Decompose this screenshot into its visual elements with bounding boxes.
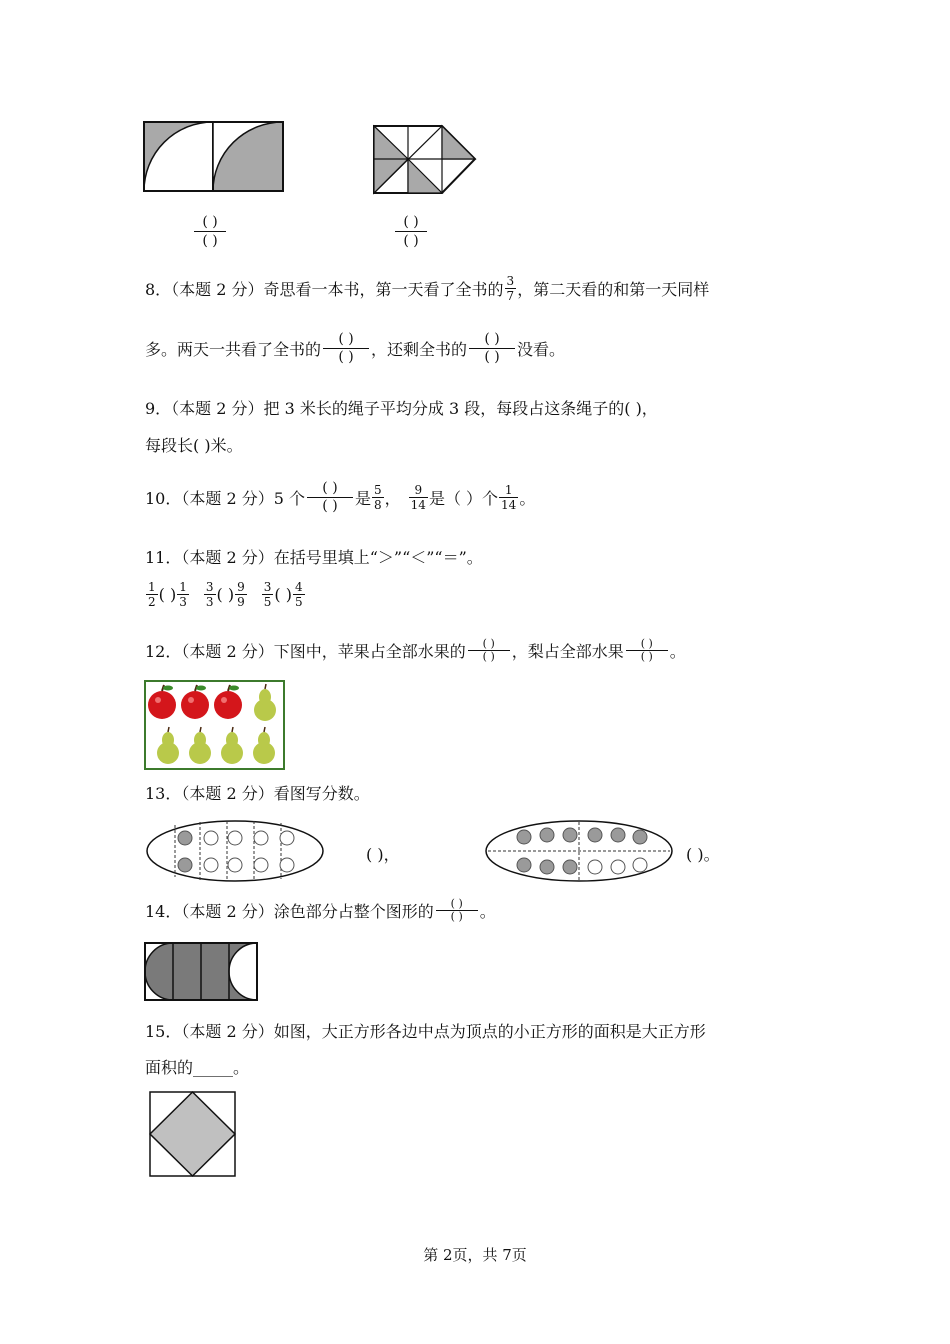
q10-blank-num: ( ): [322, 480, 338, 496]
q12-blank-2-den: ( ): [640, 650, 653, 663]
q13-line: 13．（本题 2 分）看图写分数。: [145, 784, 370, 803]
q11-i2-b-num: 9: [237, 580, 245, 594]
q10-text-c: ，: [384, 489, 401, 508]
q12-blank-2-num: ( ): [640, 637, 653, 650]
q10-text-b: 是: [354, 489, 371, 508]
q12-blank-1[interactable]: [468, 638, 510, 663]
q11-item1-a: [146, 580, 158, 609]
q12-text-c: 。: [669, 642, 686, 661]
q11-i2-b-den: 9: [237, 595, 245, 609]
q14-blank-num: ( ): [450, 897, 463, 910]
q8-blank-2-num: ( ): [484, 331, 500, 347]
q11-i3-a-num: 3: [263, 580, 272, 594]
q8-fraction-num: 3: [506, 274, 515, 288]
q10-f3-den: 14: [501, 498, 517, 512]
q10-f1-num: 5: [374, 483, 382, 497]
q7-figure-quarter-circles: [143, 121, 285, 193]
q8-blank-1[interactable]: [323, 331, 369, 366]
q13-blank-a[interactable]: ( )，: [366, 845, 400, 864]
q11-item2-b: [235, 580, 247, 609]
q8-line2: [145, 331, 565, 366]
q7-blank-b-num: ( ): [403, 214, 419, 230]
q12-blank-1-den: ( ): [482, 650, 495, 663]
q13-oval-figure-1: [145, 819, 325, 883]
q7-blank-b-den: ( ): [403, 233, 419, 249]
q8-text-a: 8．（本题 2 分）奇思看一本书，第一天看了全书的: [145, 280, 504, 299]
q9-line1: 9．（本题 2 分）把 3 米长的绳子平均分成 3 段，每段占这条绳子的( )，: [145, 399, 658, 418]
q11-i1-b-num: 1: [179, 580, 187, 594]
q10-blank-den: ( ): [322, 498, 338, 514]
q10-f2-den: 14: [410, 498, 426, 512]
q10-line: [145, 480, 535, 515]
q11-i3-b-num: 4: [294, 580, 303, 594]
q8-text-d: ，还剩全书的: [371, 340, 468, 359]
q14-blank-den: ( ): [450, 910, 463, 923]
q11-i2-a-num: 3: [205, 580, 214, 594]
q14-blank[interactable]: [436, 898, 478, 923]
q11-i3-a-den: 5: [263, 595, 272, 609]
q11-item1-b: [177, 580, 189, 609]
q7-blank-b[interactable]: [393, 213, 429, 250]
q14-text-a: 14．（本题 2 分）涂色部分占整个图形的: [145, 902, 434, 921]
q11-item2-a: [204, 580, 216, 609]
q10-fraction-1-14: [499, 483, 518, 512]
q11-i2-a-den: 3: [205, 595, 214, 609]
q11-line: 11．（本题 2 分）在括号里填上“＞”“＜”“＝”。: [145, 548, 483, 567]
q14-shaded-figure: [144, 942, 259, 1002]
q11-item2-blank[interactable]: ( ): [216, 585, 235, 604]
q8-line1: [145, 274, 709, 303]
q10-fraction-5-8: [372, 483, 384, 512]
q10-f1-den: 8: [374, 498, 382, 512]
q9-line2: 每段长( )米。: [145, 436, 243, 455]
q7-blank-a-den: ( ): [202, 233, 218, 249]
q12-blank-2[interactable]: [626, 638, 668, 663]
q15-line1: 15．（本题 2 分）如图，大正方形各边中点为顶点的小正方形的面积是大正方形: [145, 1022, 706, 1041]
q11-i1-a-den: 2: [148, 595, 156, 609]
q11-item3-b: [293, 580, 305, 609]
q10-fraction-9-14: [409, 483, 428, 512]
page-number: 第 2页，共 7页: [423, 1246, 527, 1264]
q10-text-a: 10．（本题 2 分）5 个: [145, 489, 305, 508]
q8-blank-2[interactable]: [469, 331, 515, 366]
q8-text-b: ，第二天看的和第一天同样: [517, 280, 710, 299]
q12-blank-1-num: ( ): [482, 637, 495, 650]
q11-i3-b-den: 5: [294, 595, 303, 609]
q8-text-c: 多。两天一共看了全书的: [145, 340, 322, 359]
q11-item1-blank[interactable]: ( ): [158, 585, 177, 604]
q10-f3-num: 1: [504, 483, 513, 497]
q10-f2-num: 9: [414, 483, 423, 497]
q11-i1-b-den: 3: [179, 595, 187, 609]
q11-items: [145, 580, 306, 609]
q10-text-d: 是（ ）个: [428, 489, 499, 508]
q13-oval-figure-2: [484, 819, 674, 883]
q11-item3-a: [262, 580, 274, 609]
q15-square-figure: [149, 1091, 237, 1177]
q8-fraction: [505, 274, 517, 303]
q7-blank-a[interactable]: [192, 213, 228, 250]
q15-line2: 面积的_____。: [145, 1058, 250, 1077]
q8-blank-1-num: ( ): [338, 331, 354, 347]
q8-text-e: 没看。: [517, 340, 566, 359]
q12-text-a: 12．（本题 2 分）下图中，苹果占全部水果的: [145, 642, 466, 661]
q8-blank-2-den: ( ): [484, 349, 500, 365]
q7-blank-a-num: ( ): [202, 214, 218, 230]
q8-blank-1-den: ( ): [338, 349, 354, 365]
q10-text-e: 。: [519, 489, 536, 508]
q12-text-b: ，梨占全部水果: [511, 642, 624, 661]
q14-line: [145, 898, 496, 923]
q12-fruit-picture: [144, 680, 285, 770]
q11-i1-a-num: 1: [148, 580, 156, 594]
q10-blank[interactable]: [307, 480, 353, 515]
q12-line: [145, 638, 686, 663]
q7-figure-square-with-triangle: [373, 125, 477, 195]
q13-blank-b[interactable]: ( )。: [686, 845, 720, 864]
q14-text-b: 。: [479, 902, 496, 921]
q8-fraction-den: 7: [506, 289, 515, 303]
q11-item3-blank[interactable]: ( ): [274, 585, 292, 604]
